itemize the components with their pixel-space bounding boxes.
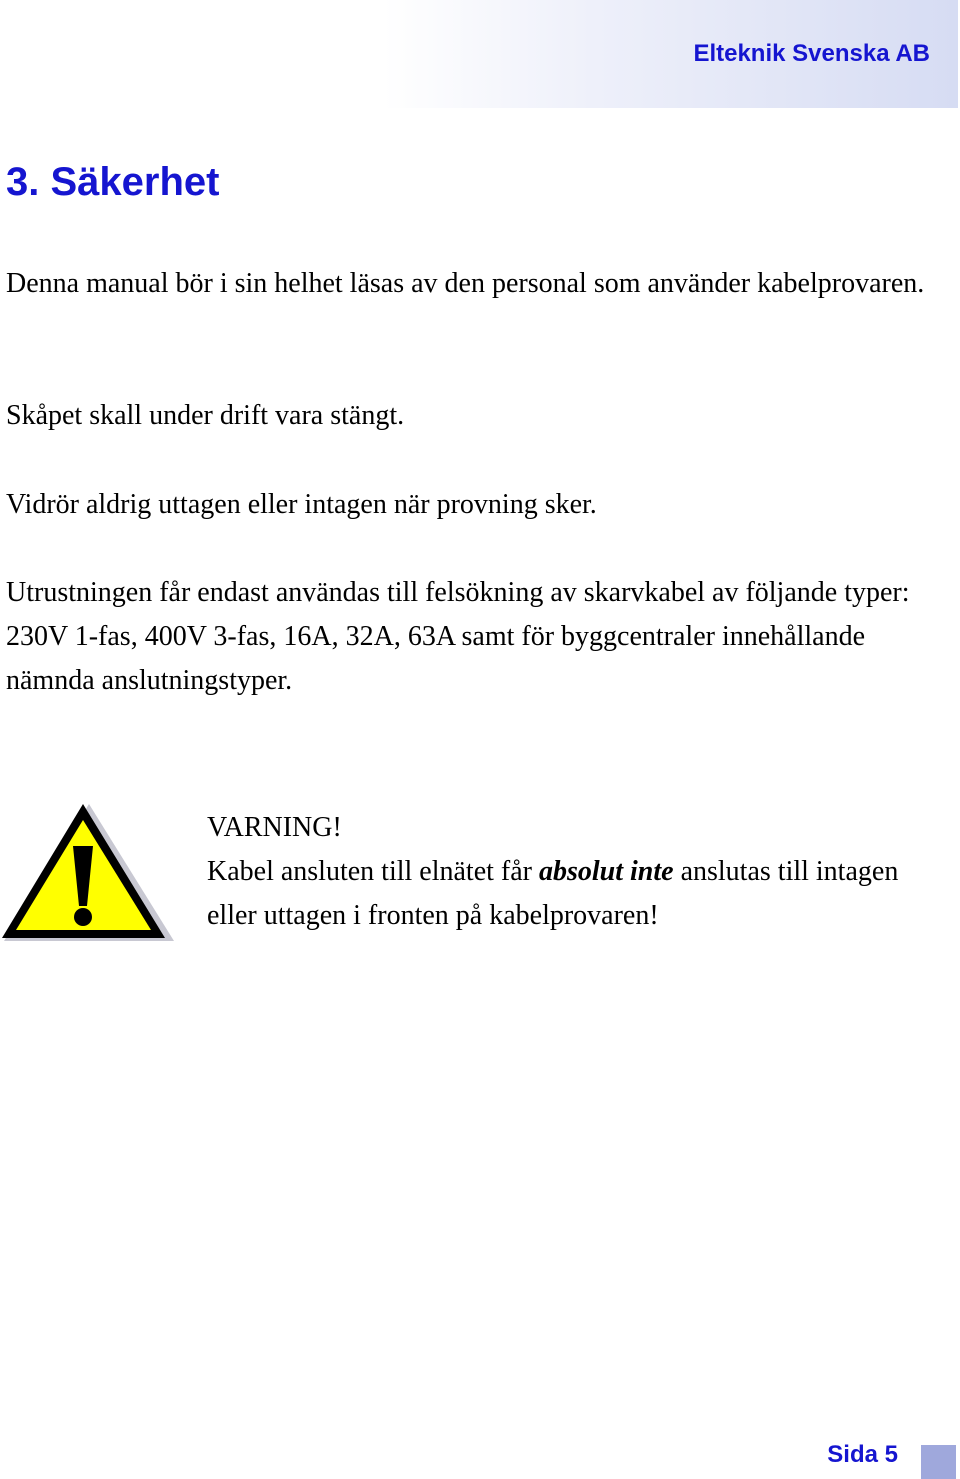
warning-text-after: anslutas till intagen eller uttagen i fronten på kabelprovaren! [207,856,899,931]
warning-triangle-icon [0,800,178,945]
paragraph-read-manual: Denna manual bör i sin helhet läsas av den personal som använder kabelprovaren. [6,268,925,299]
warning-text-before: Kabel ansluten till elnätet får [207,856,539,887]
warning-emphasis: absolut inte [538,856,674,887]
paragraph-usage-scope: Utrustningen får endast användas till felsökning av skarvkabel av följande typer: 230V 1-fas, 400V 3-fas, 16A, 32A, 63A samt för byggcentraler innehållande nämnda anslutningstyper. [6,577,910,696]
warning-text [207,850,947,938]
paragraph-do-not-touch: Vidrör aldrig uttagen eller intagen när provning sker. [6,489,597,520]
paragraph-cabinet-closed: Skåpet skall under drift vara stängt. [6,400,405,431]
footer-square [921,1445,956,1479]
warning-title: VARNING! [207,812,342,843]
company-name: Elteknik Svenska AB [693,40,930,67]
warning-block [207,806,947,938]
section-title: 3. Säkerhet [6,160,220,204]
page-number: Sida 5 [827,1441,898,1468]
